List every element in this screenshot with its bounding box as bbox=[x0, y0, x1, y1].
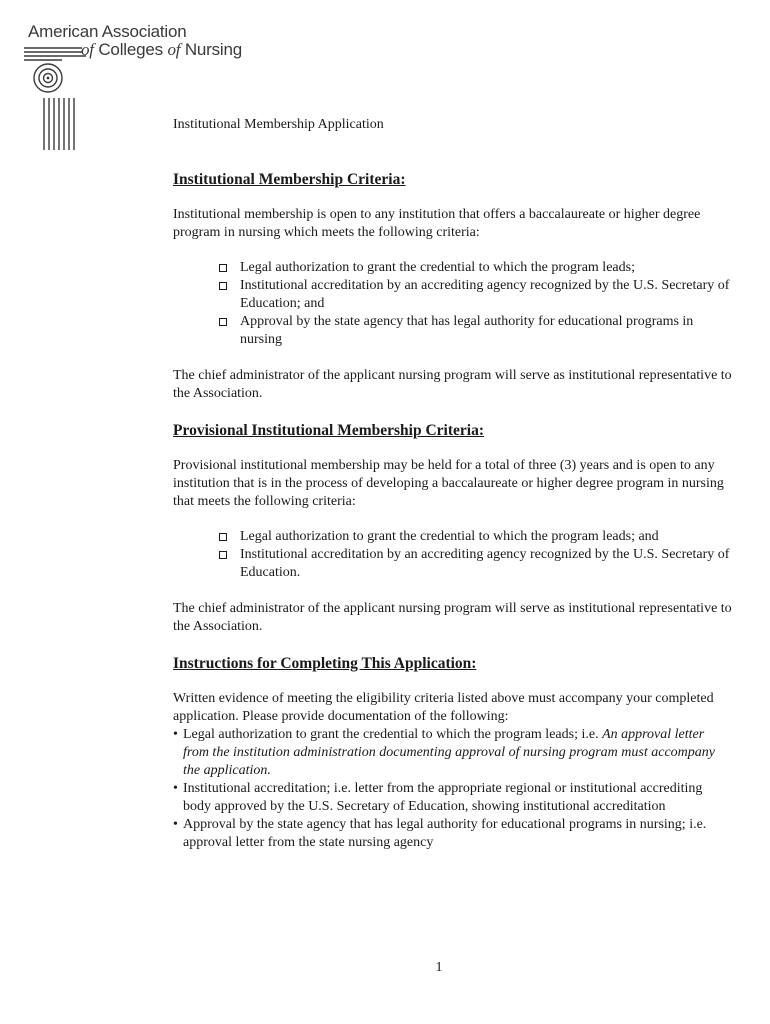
list-item bbox=[219, 528, 733, 546]
list-item-text: Legal authorization to grant the credential to which the program leads; i.e. bbox=[183, 727, 603, 742]
org-name-of: of bbox=[81, 40, 94, 59]
org-name-nursing: Nursing bbox=[184, 40, 242, 59]
org-name-of2: of bbox=[167, 40, 181, 59]
checkbox-bullet-icon bbox=[219, 264, 227, 272]
checkbox-bullet-icon bbox=[219, 282, 227, 290]
org-name-colleges: Colleges bbox=[98, 40, 163, 59]
list-item-text: Legal authorization to grant the credential to which the program leads; bbox=[240, 260, 635, 275]
document-body bbox=[173, 116, 733, 852]
list-item-text: Institutional accreditation by an accrediting agency recognized by the U.S. Secretary of Education; and bbox=[240, 278, 730, 311]
org-name-line2 bbox=[81, 40, 242, 60]
list-item-text: Institutional accreditation by an accrediting agency recognized by the U.S. Secretary of Education. bbox=[240, 547, 730, 580]
section-intro-institutional: Institutional membership is open to any institution that offers a baccalaureate or higher degree program in nursing which meets the following criteria: bbox=[173, 207, 701, 240]
list-item-text: Legal authorization to grant the credential to which the program leads; and bbox=[240, 529, 659, 544]
checkbox-bullet-icon bbox=[219, 533, 227, 541]
bullet-icon: • bbox=[173, 817, 178, 832]
list-item-text: Institutional accreditation; i.e. letter from the appropriate regional or institutional accrediting body approved by the U.S. Secretary of Education, showing institutional accreditation bbox=[183, 781, 703, 814]
section-heading-institutional: Institutional Membership Criteria: bbox=[173, 171, 406, 188]
list-item-italic-text: An approval letter from the institution administration documenting approval of nursing program must accompany the application. bbox=[183, 727, 715, 778]
section-heading-instructions: Instructions for Completing This Application: bbox=[173, 655, 477, 672]
section-closing-institutional: The chief administrator of the applicant nursing program will serve as institutional representative to the Association. bbox=[173, 368, 732, 401]
section-heading-provisional: Provisional Institutional Membership Criteria: bbox=[173, 422, 484, 439]
page-number: 1 bbox=[435, 960, 443, 975]
criteria-list-provisional bbox=[173, 528, 733, 582]
list-item bbox=[173, 726, 733, 780]
list-item bbox=[219, 546, 733, 582]
column-logo-icon bbox=[22, 42, 92, 154]
org-name-line1: American Association bbox=[28, 22, 187, 41]
list-item bbox=[173, 816, 733, 852]
list-item bbox=[219, 313, 733, 349]
list-item bbox=[219, 259, 733, 277]
checkbox-bullet-icon bbox=[219, 551, 227, 559]
page-title: Institutional Membership Application bbox=[173, 117, 384, 132]
list-item bbox=[173, 780, 733, 816]
criteria-list-institutional bbox=[173, 259, 733, 349]
section-intro-instructions: Written evidence of meeting the eligibility criteria listed above must accompany your completed application. Please provide documentation of the following: bbox=[173, 691, 714, 724]
list-item-text: Approval by the state agency that has legal authority for educational programs in nursing; i.e. approval letter from the state nursing agency bbox=[183, 817, 707, 850]
instructions-list bbox=[173, 726, 733, 852]
list-item bbox=[219, 277, 733, 313]
section-closing-provisional: The chief administrator of the applicant nursing program will serve as institutional representative to the Association. bbox=[173, 601, 732, 634]
bullet-icon: • bbox=[173, 781, 178, 796]
section-intro-provisional: Provisional institutional membership may be held for a total of three (3) years and is open to any institution that is in the process of developing a baccalaureate or higher degree program in nursing that meets the following criteria: bbox=[173, 458, 724, 509]
list-item-text: Approval by the state agency that has legal authority for educational programs in nursing bbox=[240, 314, 694, 347]
bullet-icon: • bbox=[173, 727, 178, 742]
checkbox-bullet-icon bbox=[219, 318, 227, 326]
